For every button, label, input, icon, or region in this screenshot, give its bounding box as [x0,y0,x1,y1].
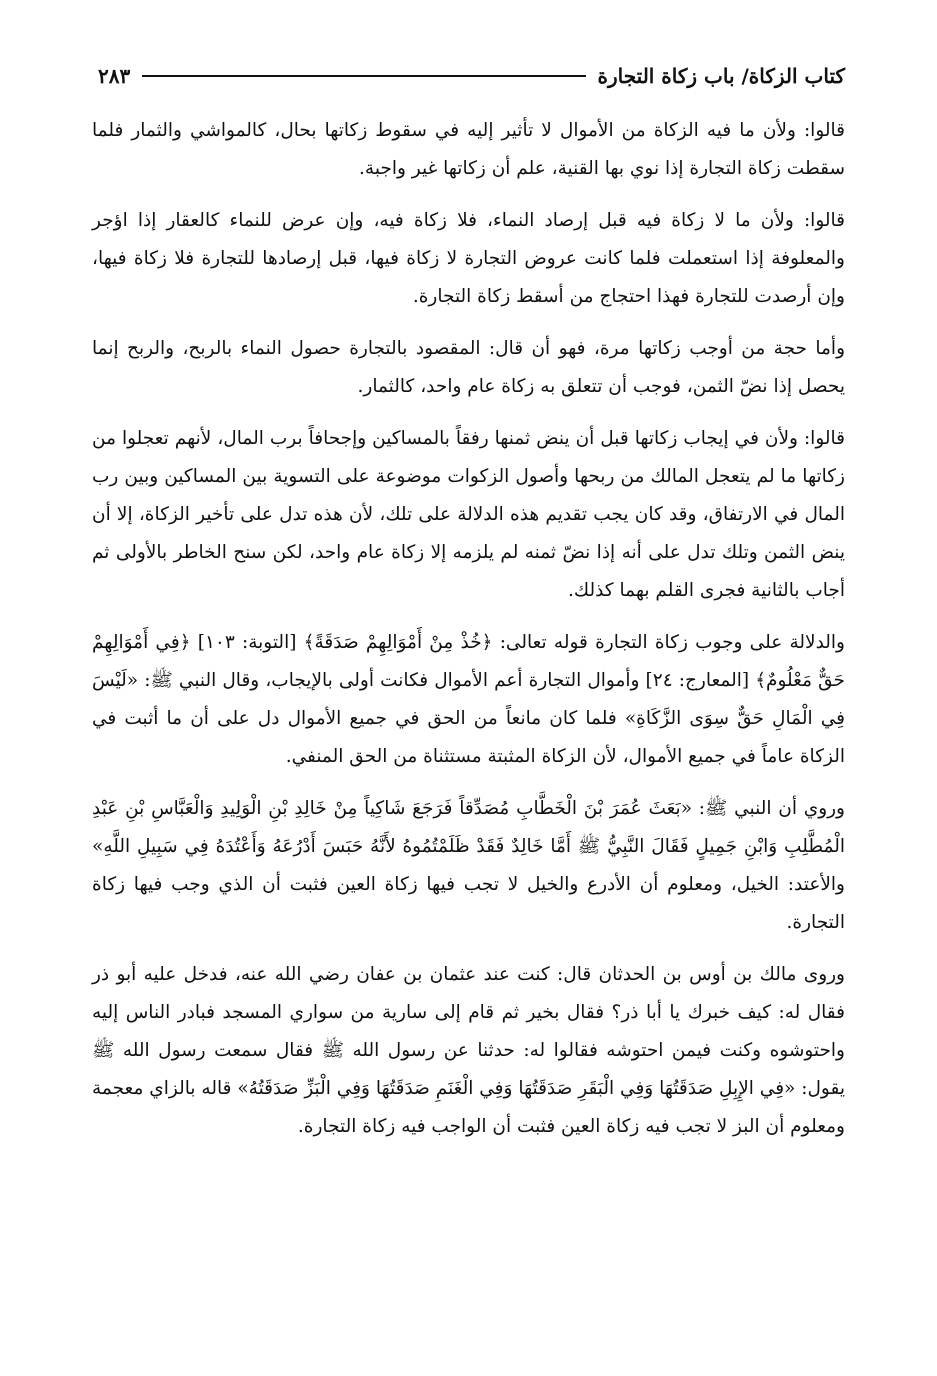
paragraph: وروى مالك بن أوس بن الحدثان قال: كنت عند عثمان بن عفان رضي الله عنه، فدخل عليه أبو ذر فقال له: كيف خبرك يا أبا ذر؟ فقال بخير ثم قام إلى سارية من سواري المسجد فبادر الناس إليه واحتوشوه وكنت فيمن احتوشه فقالوا له: حدثنا عن رسول الله ﷺ فقال سمعت رسول الله ﷺ يقول: «فِي الإِبِلِ صَدَقَتُهَا وَفِي الْبَقَرِ صَدَقَتُهَا وَفِي الْغَنَمِ صَدَقَتُهَا وَفِي الْبَزِّ صَدَقَتُهُ» قاله بالزاي معجمة ومعلوم أن البز لا تجب فيه زكاة العين فثبت أن الواجب فيه زكاة التجارة. [92,964,845,1137]
paragraph: قالوا: ولأن ما فيه الزكاة من الأموال لا تأثير إليه في سقوط زكاتها بحال، كالمواشي والثمار فلما سقطت زكاة التجارة إذا نوي بها القنية، علم أن زكاتها غير واجبة. [92,120,845,179]
running-header [92,58,845,94]
paragraph: قالوا: ولأن في إيجاب زكاتها قبل أن ينض ثمنها رفقاً بالمساكين وإجحافاً برب المال، لأنهم تعجلوا من زكاتها ما لم يتعجل المالك من ربحها وأصول الزكوات موضوعة على التسوية بين المساكين وبين رب المال في الارتفاق، وقد كان يجب تقديم هذه الدلالة على تلك، لأن هذه تدل على تأخير الزكاة، إلا أن ينض الثمن وتلك تدل على أنه إذا نضّ ثمنه لم يلزمه إلا زكاة عام واحد، لكن سنح الخاطر بالأولى ثم أجاب بالثانية فجرى القلم بهما كذلك. [92,428,845,601]
page-number: ٢٨٣ [98,64,131,88]
paragraph: وروي أن النبي ﷺ: «بَعَثَ عُمَرَ بْنَ الْخَطَّابِ مُصَدِّقاً فَرَجَعَ شَاكِياً مِنْ خَالِدِ بْنِ الْوَلِيدِ وَالْعَبَّاسِ بْنِ عَبْدِ الْمُطَّلِبِ وَابْنِ جَمِيلٍ فَقَالَ النَّبِيُّ ﷺ أَمَّا خَالِدٌ فَقَدْ ظَلَمْتُمُوهُ لأَنَّهُ حَبَسَ أَدْرُعَهُ وَأَعْتُدَهُ فِي سَبِيلِ اللَّهِ» والأعتد: الخيل، ومعلوم أن الأدرع والخيل لا تجب فيها زكاة العين فثبت أن الذي وجب فيها زكاة التجارة. [92,798,845,933]
page-body [92,112,845,1146]
header-rule [142,75,585,77]
paragraph: والدلالة على وجوب زكاة التجارة قوله تعالى: ﴿خُذْ مِنْ أَمْوَالِهِمْ صَدَقَةً﴾ [التوبة: ١٠٣] ﴿فِي أَمْوَالِهِمْ حَقٌّ مَعْلُومٌ﴾ [المعارج: ٢٤] وأموال التجارة أعم الأموال فكانت أولى بالإيجاب، وقال النبي ﷺ: «لَيْسَ فِي الْمَالِ حَقٌّ سِوَى الزَّكَاةِ» فلما كان مانعاً من الحق في جميع الأموال دل على أن ما أثبت في الزكاة عاماً في جميع الأموال، لأن الزكاة المثبتة مستثناة من الحق المنفي. [92,632,845,767]
paragraph: قالوا: ولأن ما لا زكاة فيه قبل إرصاد النماء، فلا زكاة فيه، وإن عرض للنماء كالعقار إذا اؤجر والمعلوفة إذا استعملت فلما كانت عروض التجارة لا زكاة فيها، قبل إرصادها للتجارة فلا زكاة فيها، وإن أرصدت للتجارة فهذا احتجاج من أسقط زكاة التجارة. [92,210,845,307]
chapter-title: كتاب الزكاة/ باب زكاة التجارة [597,64,845,88]
paragraph: وأما حجة من أوجب زكاتها مرة، فهو أن قال: المقصود بالتجارة حصول النماء بالربح، والربح إنما يحصل إذا نضّ الثمن، فوجب أن تتعلق به زكاة عام واحد، كالثمار. [92,338,845,397]
